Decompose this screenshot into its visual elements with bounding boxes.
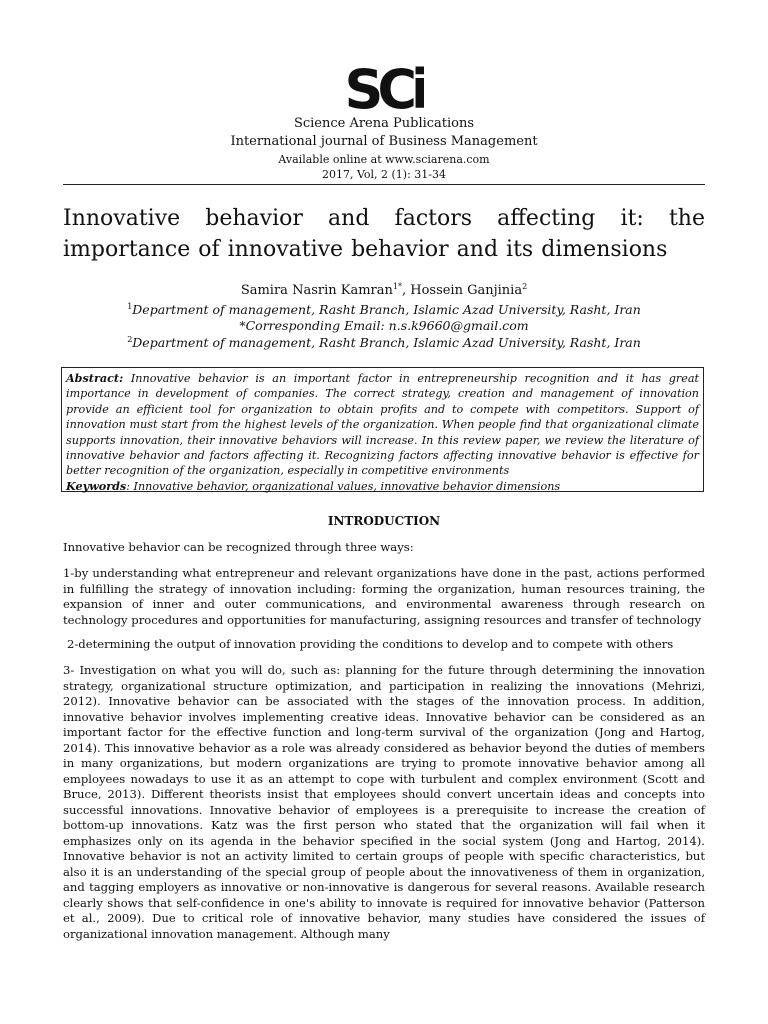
keywords-label: Keywords <box>66 478 127 493</box>
affiliation <box>0 302 768 317</box>
corresponding-email[interactable]: *Corresponding Email: n.s.k9660@gmail.com <box>239 318 529 333</box>
affiliation-text: Department of management, Rasht Branch, Islamic Azad University, Rasht, Iran <box>132 335 641 350</box>
abstract-box <box>61 367 704 492</box>
section-heading: INTRODUCTION <box>327 514 441 528</box>
keywords-text: : Innovative behavior, organizational values, innovative behavior dimensions <box>126 479 561 493</box>
affiliation-superscript: 2 <box>127 335 133 344</box>
affiliation-superscript: 1 <box>127 302 133 311</box>
body-paragraph: 2-determining the output of innovation providing the conditions to develop and to compete with others <box>67 637 674 651</box>
availability-link[interactable]: Available online at www.sciarena.com <box>278 153 490 166</box>
author-name: Hossein Ganjinia <box>410 283 523 298</box>
journal-name: International journal of Business Management <box>230 134 538 149</box>
author-superscript: 2 <box>522 282 528 291</box>
author-separator: , <box>401 283 411 298</box>
paper-title: Innovative behavior and factors affecting it: the importance of innovative behavior and its dimensions <box>63 206 705 262</box>
affiliation-text: Department of management, Rasht Branch, Islamic Azad University, Rasht, Iran <box>132 302 641 317</box>
body-paragraph: Innovative behavior can be recognized through three ways: <box>63 540 414 554</box>
author-superscript: 1* <box>392 282 402 291</box>
body-paragraph: 1-by understanding what entrepreneur and relevant organizations have done in the past, actions performed in fulfilling the strategy of innovation including: forming the organization, human resources training, the expansion of inner and outer communications, and environmental awareness through research on technology procedures and opportunities for manufacturing, assigning resources and transfer of technology <box>63 566 705 627</box>
author-name: Samira Nasrin Kamran <box>240 283 393 298</box>
affiliation <box>0 335 768 350</box>
publisher-name: Science Arena Publications <box>293 116 475 131</box>
publisher-logo <box>0 60 768 118</box>
sci-logo-icon <box>344 60 424 114</box>
header-divider <box>63 184 705 185</box>
abstract-text: Innovative behavior is an important factor in entrepreneurship recognition and it has great importance in development of companies. The correct strategy, creation and management of innovation provide an efficient tool for organization to obtain profits and to compete with competitors. Support of innovation must start from the highest levels of the organization. When people find that organizational climate supports innovation, their innovative behaviors will increase. In this review paper, we review the literature of innovative behavior and factors affecting it. Recognizing factors affecting innovative behavior is effective for better recognition of the organization, especially in competitive environments <box>66 372 699 478</box>
body-paragraph: 3- Investigation on what you will do, such as: planning for the future through determining the innovation strategy, organizational structure optimization, and participation in realizing the innovations (Mehrizi, 2012). Innovative behavior can be associated with the stages of the innovation process. In addition, innovative behavior involves implementing creative ideas. Innovative behavior can be considered as an important factor for the effective function and long-term survival of the organization (Jong and Hartog, 2014). This innovative behavior as a role was already considered as behavior beyond the duties of members in many organizations, but modern organizations are trying to promote innovative behavior among all employees nowadays to use it as an attempt to cope with turbulent and complex environment (Scott and Bruce, 2013). Different theorists insist that employees should convert uncertain ideas and concepts into successful innovations. Innovative behavior of employees is a prerequisite to increase the creation of bottom-up innovations. Katz was the first person who stated that the organization will fail when it emphasizes only on its agenda in the behavior specified in the social system (Jong and Hartog, 2014). Innovative behavior is not an activity limited to certain groups of people with specific characteristics, but also it is an understanding of the special group of people about the innovativeness of them in organization, and tagging employers as innovative or non-innovative is dangerous for several reasons. Available research clearly shows that self-confidence in one's ability to innovate is required for innovative behavior (Patterson et al., 2009). Due to critical role of innovative behavior, many studies have considered the issues of organizational innovation management. Although many <box>63 663 705 941</box>
abstract-label: Abstract: <box>66 371 124 385</box>
volume-info: 2017, Vol, 2 (1): 31-34 <box>321 168 447 181</box>
author-line <box>0 282 768 298</box>
svg-text:SCi: SCi <box>344 60 424 114</box>
keywords-line <box>66 479 699 494</box>
